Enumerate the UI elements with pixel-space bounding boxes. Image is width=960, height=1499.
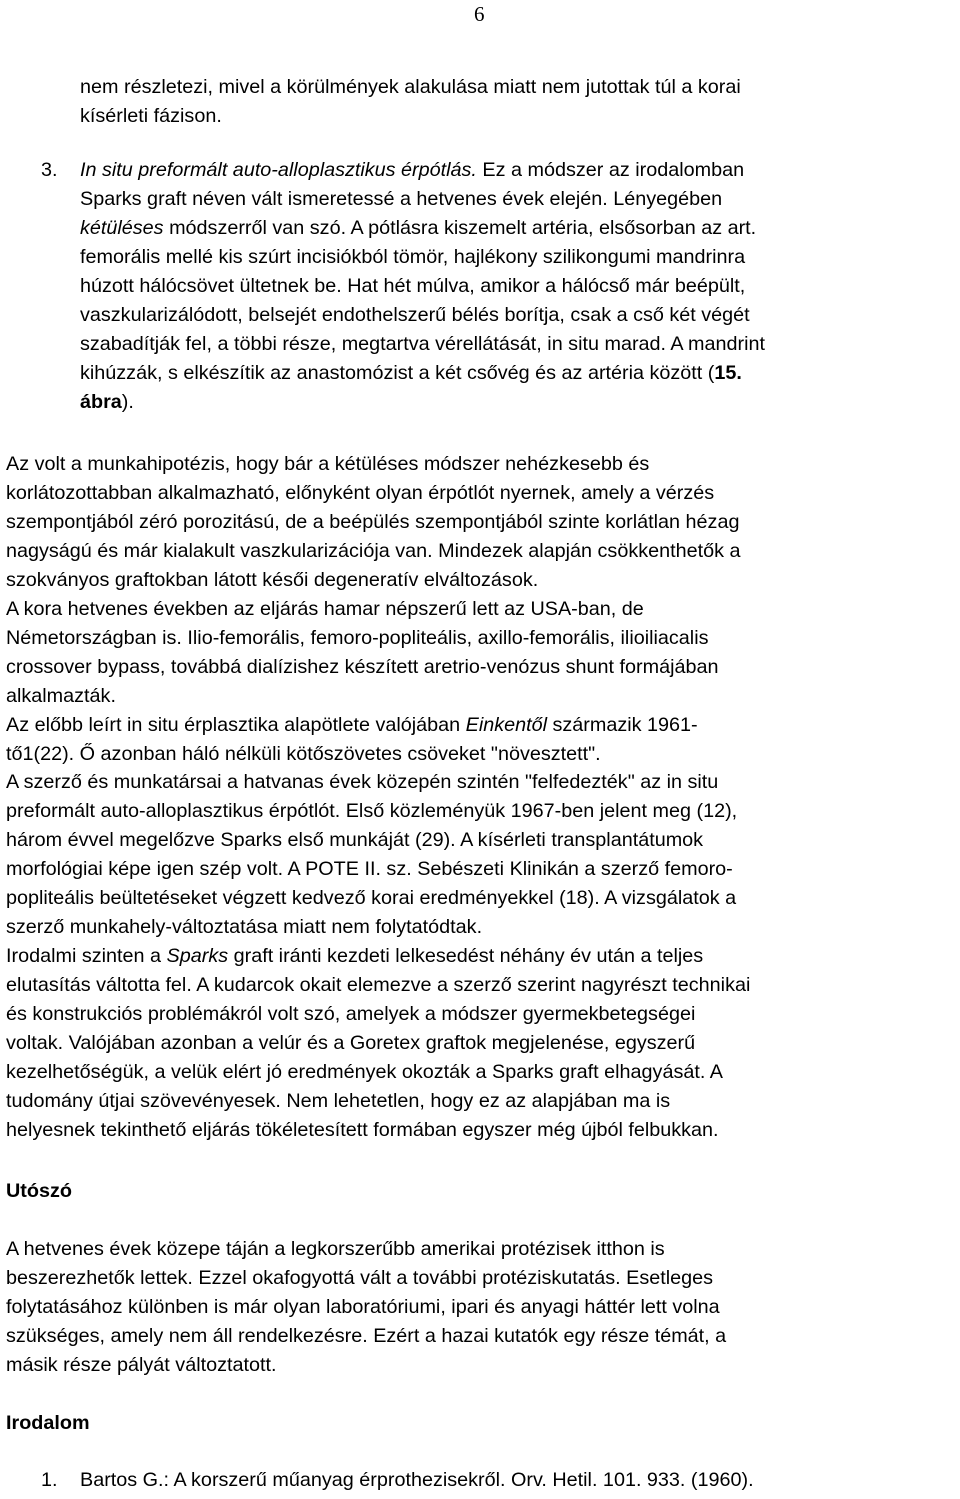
text-line: Sparks graft néven vált ismeretessé a hetvenes évek elején. Lényegében xyxy=(80,187,723,210)
reference-number: 1. xyxy=(41,1469,58,1491)
text-line: A hetvenes évek közepe táján a legkorszerűbb amerikai protézisek itthon is xyxy=(6,1238,665,1260)
text-line: kezelhetőségük, a velük elért jó eredmények okozták a Sparks graft elhagyását. A xyxy=(6,1061,723,1084)
text-line: folytatásához különben is már olyan laboratóriumi, ipari és anyagi háttér lett volna xyxy=(6,1295,720,1318)
text-line: nagyságú és már kialakult vaszkularizációja van. Mindezek alapján csökkenthetők a xyxy=(6,539,741,562)
text-line: popliteális beültetéseket végzett kedvező korai eredményekkel (18). A vizsgálatok a xyxy=(6,887,737,910)
text-line: A kora hetvenes években az eljárás hamar népszerű lett az USA-ban, de xyxy=(6,597,644,620)
text-line: vaszkularizálódott, belsejét endothelszerű bélés borítja, csak a cső két végét xyxy=(80,303,750,326)
text-line: In situ preformált auto-alloplasztikus érpótlás. Ez a módszer az irodalomban xyxy=(80,159,745,181)
text-line: tő1(22). Ő azonban háló nélküli kötőszövetes csöveket "növesztett". xyxy=(6,742,601,765)
text-line: és konstrukciós problémákról volt szó, amelyek a módszer gyermekbetegségei xyxy=(6,1003,696,1026)
text-line: szempontjából zéró porozitású, de a beépülés szempontjából szinte korlátlan hézag xyxy=(6,510,740,533)
figure-ref: ábra xyxy=(80,390,122,413)
text-line: Az előbb leírt in situ érplasztika alapötlete valójában Einkentől származik 1961- xyxy=(6,713,698,736)
text-line: Az volt a munkahipotézis, hogy bár a kétüléses módszer nehézkesebb és xyxy=(6,453,650,475)
text-line: elutasítás váltotta fel. A kudarcok okait elemezve a szerző szerint nagyrészt technikai xyxy=(6,974,751,997)
text-line: femorális mellé kis szúrt incisiókból tömör, hajlékony szilikongumi mandrinra xyxy=(80,245,746,268)
text-line: morfológiai képe igen szép volt. A POTE II. sz. Sebészeti Klinikán a szerző femoro- xyxy=(6,858,733,881)
text-line: A szerző és munkatársai a hatvanas évek közepén szintén "felfedezték" az in situ xyxy=(6,771,719,794)
text-line: szerző munkahely-változtatása miatt nem folytatódtak. xyxy=(6,916,483,939)
list-item-3 xyxy=(80,156,765,417)
text-line: alkalmazták. xyxy=(6,684,116,707)
text-line: helyesnek tekinthető eljárás tökéletesített formában egyszer még újból felbukkan. xyxy=(6,1118,719,1141)
body-paragraph xyxy=(6,450,750,1145)
section-heading-afterword: Utószó xyxy=(6,1180,72,1202)
reference-item: Bartos G.: A korszerű műanyag érprothezisekről. Orv. Hetil. 101. 933. (1960). xyxy=(80,1469,754,1491)
figure-ref: 15. xyxy=(714,361,742,384)
text-line: kétüléses módszerről van szó. A pótlásra kiszemelt artéria, elsősorban az art. xyxy=(80,216,757,239)
text-line: szükséges, amely nem áll rendelkezésre. Ezért a hazai kutatók egy része témát, a xyxy=(6,1324,727,1347)
text-line: szokványos graftokban látott késői degeneratív elváltozások. xyxy=(6,568,539,591)
text-line: preformált auto-alloplasztikus érpótlót. Első közleményük 1967-ben jelent meg (12), xyxy=(6,800,738,823)
text-line: kísérleti fázison. xyxy=(80,104,222,127)
text-line: korlátozottabban alkalmazható, előnyként olyan érpótlót nyernek, amely a vérzés xyxy=(6,481,715,504)
page-number: 6 xyxy=(474,2,485,26)
intro-paragraph xyxy=(80,73,741,131)
text-line: crossover bypass, továbbá dialízishez készített aretrio-venózus shunt formájában xyxy=(6,655,719,678)
text-line: beszerezhetők lettek. Ezzel okafogyottá vált a további protéziskutatás. Esetleges xyxy=(6,1266,714,1289)
text-line: szabadítják fel, a többi része, megtartva vérellátását, in situ marad. A mandrint xyxy=(80,332,765,355)
list-item-number: 3. xyxy=(41,159,58,181)
text-line: voltak. Valójában azonban a velúr és a Goretex graftok megjelenése, egyszerű xyxy=(6,1032,696,1055)
text-line: tudomány útjai szövevényesek. Nem lehetetlen, hogy ez az alapjában ma is xyxy=(6,1089,671,1112)
text-line: húzott hálócsövet ültetnek be. Hat hét múlva, amikor a hálócső már beépült, xyxy=(80,274,746,297)
text-line: kihúzzák, s elkészítik az anastomózist a két csővég és az artéria között (15. xyxy=(80,361,742,384)
section-heading-references: Irodalom xyxy=(6,1412,90,1434)
text-line: másik része pályát változtatott. xyxy=(6,1353,277,1376)
item-title: In situ preformált auto-alloplasztikus érpótlás. xyxy=(80,159,477,181)
text-line: nem részletezi, mivel a körülmények alakulása miatt nem jutottak túl a korai xyxy=(80,76,741,98)
text-line: Németországban is. Ilio-femorális, femoro-popliteális, axillo-femorális, ilioiliacalis xyxy=(6,626,709,649)
text-line: Irodalmi szinten a Sparks graft iránti kezdeti lelkesedést néhány év után a teljes xyxy=(6,945,704,968)
text-line: ábra). xyxy=(80,390,134,413)
text-line: három évvel megelőzve Sparks első munkáját (29). A kísérleti transplantátumok xyxy=(6,829,704,852)
afterword-paragraph xyxy=(6,1235,726,1380)
